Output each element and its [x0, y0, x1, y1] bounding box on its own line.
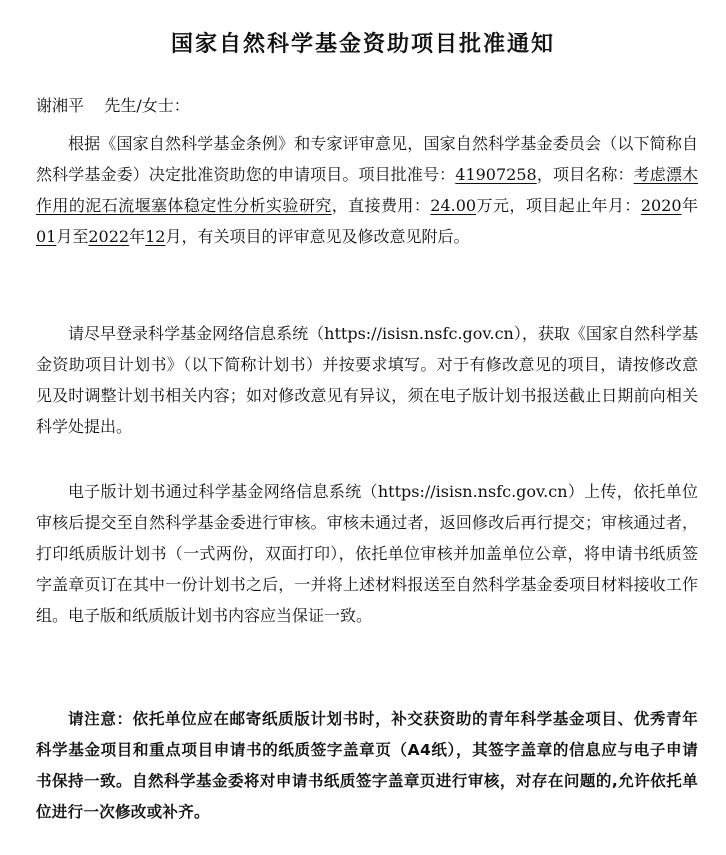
approval-text-6: 月至: [56, 227, 89, 246]
start-year: 2020: [640, 196, 682, 215]
approval-text-4: 万元，项目起止年月：: [476, 196, 641, 215]
approval-number: 41907258: [455, 165, 537, 184]
end-year: 2022: [88, 227, 130, 246]
approval-text-3: ，直接费用：: [331, 196, 431, 215]
approval-text-7: 年: [129, 227, 146, 246]
notice-paragraph: 请注意：依托单位应在邮寄纸质版计划书时，补交获资助的青年科学基金项目、优秀青年科学基金项目和重点项目申请书的纸质签字盖章页（A4纸），其签字盖章的信息应与电子申请书保持一致。自然科学基金委将对申请书纸质签字盖章页进行审核，对存在问题的,允许依托单位进行一次修改或补齐。: [36, 710, 698, 821]
login-instructions-paragraph: 请尽早登录科学基金网络信息系统（https://isisn.nsfc.gov.cn），获取《国家自然科学基金资助项目计划书》（以下简称计划书）并按要求填写。对于有修改意见的项目，请按修改意见及时调整计划书相关内容；如对修改意见有异议，须在电子版计划书报送截止日期前向相关科学处提出。: [36, 324, 698, 436]
approval-text-8: 月，有关项目的评审意见及修改意见附后。: [165, 227, 470, 246]
submission-instructions-paragraph: 电子版计划书通过科学基金网络信息系统（https://isisn.nsfc.gov.cn）上传，依托单位审核后提交至自然科学基金委进行审核。审核未通过者，返回修改后再行提交；审核通过者，打印纸质版计划书（一式两份，双面打印），依托单位审核并加盖单位公章，将申请书纸质签字盖章页订在其中一份计划书之后，一并将上述材料报送至自然科学基金委项目材料接收工作组。电子版和纸质版计划书内容应当保证一致。: [36, 482, 698, 625]
approval-text-5: 年: [681, 196, 698, 215]
salutation-suffix: 先生/女士：: [104, 96, 190, 115]
approval-text-1: 根据《国家自然科学基金条例》和专家评审意见，国家自然科学基金委员会（以下简称自然科学基金委）决定批准资助您的申请项目。项目批准号：: [36, 134, 698, 184]
approval-text-2: ，项目名称：: [536, 165, 634, 184]
end-month: 12: [145, 227, 166, 246]
recipient-name: 谢湘平: [36, 96, 85, 115]
page-title: 国家自然科学基金资助项目批准通知: [170, 32, 555, 57]
salutation: [36, 94, 190, 118]
project-name: 考虑漂木作用的泥石流堰塞体稳定性分析实验研究: [36, 165, 698, 215]
direct-cost: 24.00: [430, 196, 477, 215]
approval-paragraph: [36, 128, 698, 252]
start-month: 01: [36, 227, 57, 246]
